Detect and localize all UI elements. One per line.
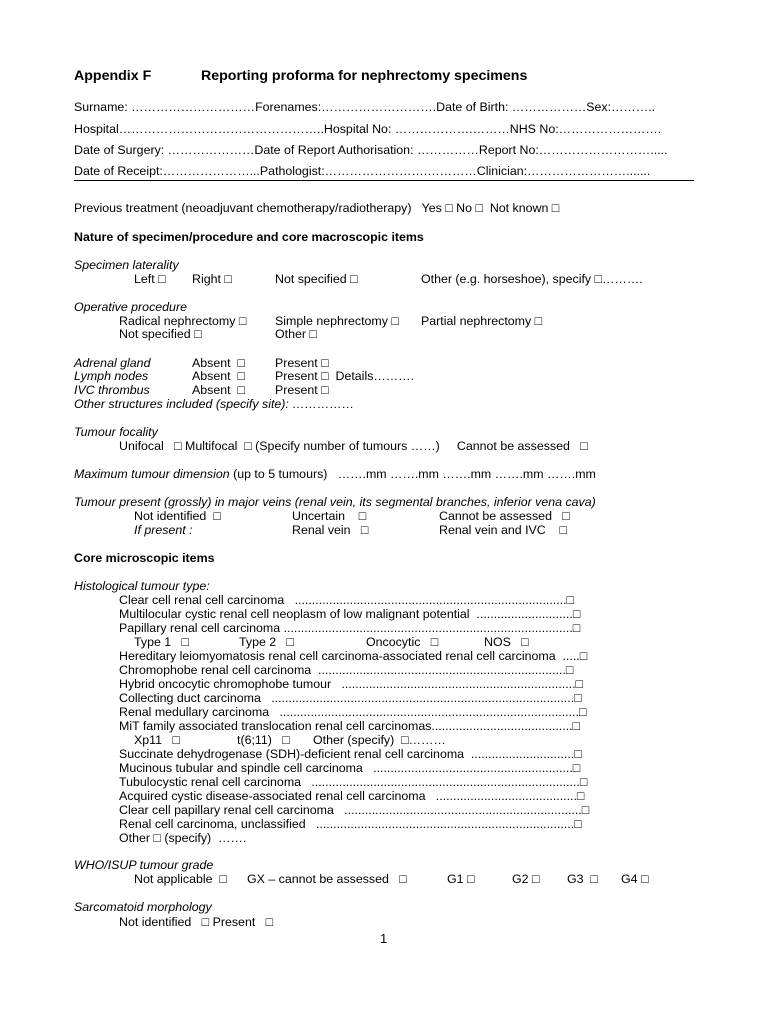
dimension-values: (up to 5 tumours) …….mm …….mm …….mm …….mm …….mm: [229, 467, 596, 481]
previous-treatment: Previous treatment (neoadjuvant chemotherapy/radiotherapy) Yes □ No □ Not known □: [74, 201, 560, 215]
histology-item: Collecting duct carcinoma ........................................................................................□: [119, 691, 582, 705]
mit-other: Other (specify) □………: [313, 733, 446, 747]
lymph-absent: Absent □: [192, 369, 245, 383]
adrenal-absent: Absent □: [192, 356, 245, 370]
histology-item: Clear cell renal cell carcinoma ...............................................................................□: [119, 593, 575, 607]
dimension-label: Maximum tumour dimension: [74, 467, 230, 481]
lymph-label: Lymph nodes: [74, 369, 149, 383]
veins-cannot-assess: Cannot be assessed □: [439, 509, 570, 523]
veins-label: Tumour present (grossly) in major veins (renal vein, its segmental branches, inferior vena cava): [74, 495, 596, 509]
operative-partial: Partial nephrectomy □: [421, 314, 543, 328]
mit-t611: t(6;11) □: [237, 733, 290, 747]
histology-item: Mucinous tubular and spindle cell carcinoma ..........................................................□: [119, 761, 581, 775]
ivc-label: IVC thrombus: [74, 383, 150, 397]
adrenal-label: Adrenal gland: [74, 356, 151, 370]
histology-item: Multilocular cystic renal cell neoplasm of low malignant potential ............................□: [119, 607, 581, 621]
focality-label: Tumour focality: [74, 425, 158, 439]
ivc-present: Present □: [275, 383, 329, 397]
header-line-receipt: Date of Receipt:…………………...Pathologist:…………………….…………Clinician:…………………….......: [74, 164, 651, 178]
papillary-oncocytic: Oncocytic □: [366, 635, 439, 649]
histology-label: Histological tumour type:: [74, 579, 210, 593]
grade-g1: G1 □: [447, 872, 475, 886]
histology-item: Chromophobe renal cell carcinoma ........................................................................□: [119, 663, 574, 677]
page-title: Reporting proforma for nephrectomy specimens: [201, 68, 528, 84]
sarcomatoid-label: Sarcomatoid morphology: [74, 900, 212, 914]
veins-uncertain: Uncertain □: [292, 509, 367, 523]
grade-g4: G4 □: [621, 872, 649, 886]
grade-gx: GX – cannot be assessed □: [247, 872, 407, 886]
other-structures: Other structures included (specify site): ……………: [74, 397, 355, 411]
operative-simple: Simple nephrectomy □: [275, 314, 399, 328]
histology-item: Renal medullary carcinoma .......................................................................................□: [119, 705, 587, 719]
grade-g2: G2 □: [512, 872, 540, 886]
papillary-nos: NOS □: [484, 635, 529, 649]
operative-not-specified: Not specified □: [119, 327, 202, 341]
histology-item: Hereditary leiomyomatosis renal cell carcinoma-associated renal cell carcinoma .....□: [119, 649, 588, 663]
header-line-surgery: Date of Surgery: …………………Date of Report Authorisation: ……………Report No:……………………….....: [74, 143, 668, 157]
histology-item: MiT family associated translocation renal cell carcinomas.........................................□: [119, 719, 581, 733]
header-line-hospital: Hospital…………………………………………..Hospital No: ……………….………NHS No:…………………….: [74, 122, 662, 136]
operative-radical: Radical nephrectomy □: [119, 314, 247, 328]
page-number: 1: [380, 931, 388, 946]
lymph-present: Present □ Details……….: [275, 369, 415, 383]
laterality-right: Right □: [192, 272, 232, 286]
sarcomatoid-options: Not identified □ Present □: [119, 915, 274, 929]
veins-if-present: If present :: [134, 523, 193, 537]
grade-not-applicable: Not applicable □: [134, 872, 227, 886]
laterality-left: Left □: [134, 272, 166, 286]
papillary-type2: Type 2 □: [239, 635, 295, 649]
laterality-other: Other (e.g. horseshoe), specify □……….: [421, 272, 643, 286]
histology-item: Papillary renal cell carcinoma ....................................................................................□: [119, 621, 581, 635]
section-heading-microscopic: Core microscopic items: [74, 551, 215, 565]
header-divider: [74, 180, 694, 181]
dimension-line: [74, 467, 596, 482]
operative-label: Operative procedure: [74, 300, 187, 314]
histology-item: Clear cell papillary renal cell carcinoma .....................................................................□: [119, 803, 590, 817]
histology-item: Renal cell carcinoma, unclassified ...........................................................................□: [119, 817, 582, 831]
histology-item: Acquired cystic disease-associated renal cell carcinoma .........................................□: [119, 789, 585, 803]
veins-renal-vein-ivc: Renal vein and IVC □: [439, 523, 568, 537]
focality-options: Unifocal □ Multifocal □ (Specify number of tumours ……) Cannot be assessed □: [119, 439, 588, 453]
histology-item: Other □ (specify) …….: [119, 831, 247, 845]
grade-g3: G3 □: [567, 872, 598, 886]
grade-label: WHO/ISUP tumour grade: [74, 858, 214, 872]
veins-not-identified: Not identified □: [134, 509, 221, 523]
laterality-not-specified: Not specified □: [275, 272, 358, 286]
histology-item: Tubulocystic renal cell carcinoma ..............................................................................□: [119, 775, 588, 789]
adrenal-present: Present □: [275, 356, 329, 370]
section-heading-macroscopic: Nature of specimen/procedure and core macroscopic items: [74, 230, 424, 244]
header-line-patient: Surname: …………………………Forenames:……………………….Date of Birth: ………………Sex:………..: [74, 100, 656, 114]
laterality-label: Specimen laterality: [74, 258, 179, 272]
mit-xp11: Xp11 □: [134, 733, 180, 747]
appendix-label: Appendix F: [74, 68, 152, 84]
papillary-type1: Type 1 □: [134, 635, 190, 649]
ivc-absent: Absent □: [192, 383, 245, 397]
operative-other: Other □: [275, 327, 317, 341]
veins-renal-vein: Renal vein □: [292, 523, 369, 537]
histology-item: Hybrid oncocytic chromophobe tumour ....................................................................□: [119, 677, 584, 691]
histology-item: Succinate dehydrogenase (SDH)-deficient renal cell carcinoma ..............................□: [119, 747, 582, 761]
